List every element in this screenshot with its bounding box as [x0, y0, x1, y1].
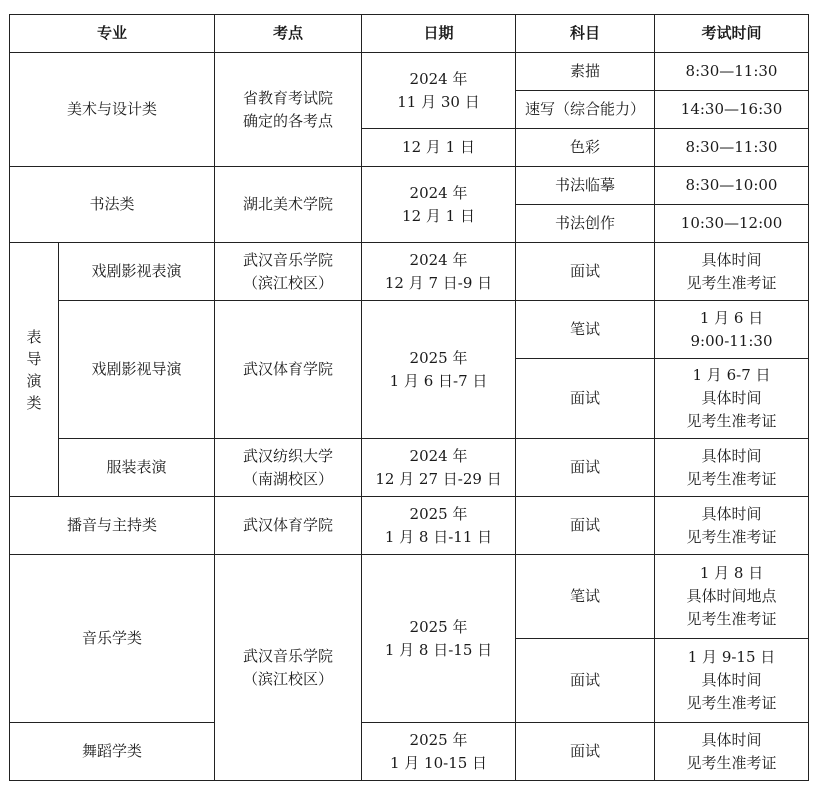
time-drama-directing-written: 1 月 6 日 9:00-11:30 — [655, 301, 809, 359]
major-dance: 舞蹈学类 — [10, 723, 215, 781]
venue-drama-acting: 武汉音乐学院 （滨江校区） — [215, 243, 362, 301]
time-color: 8:30—11:30 — [655, 129, 809, 167]
table-row — [10, 555, 809, 639]
time-music-written: 1 月 8 日 具体时间地点 见考生准考证 — [655, 555, 809, 639]
major-calligraphy: 书法类 — [10, 167, 215, 243]
subject-costume: 面试 — [516, 439, 655, 497]
group-performance: 表导演类 — [10, 243, 59, 497]
venue-music-dance: 武汉音乐学院 （滨江校区） — [215, 555, 362, 781]
date-drama-directing: 2025 年 1 月 6 日-7 日 — [362, 301, 516, 439]
venue-drama-directing: 武汉体育学院 — [215, 301, 362, 439]
header-venue: 考点 — [215, 15, 362, 53]
exam-schedule-table — [9, 14, 809, 781]
date-music: 2025 年 1 月 8 日-15 日 — [362, 555, 516, 723]
subject-music-interview: 面试 — [516, 639, 655, 723]
time-costume: 具体时间 见考生准考证 — [655, 439, 809, 497]
date-broadcasting: 2025 年 1 月 8 日-11 日 — [362, 497, 516, 555]
header-time: 考试时间 — [655, 15, 809, 53]
subject-drama-directing-written: 笔试 — [516, 301, 655, 359]
major-art-design: 美术与设计类 — [10, 53, 215, 167]
table-row — [10, 167, 809, 205]
subject-drama-directing-interview: 面试 — [516, 359, 655, 439]
time-sketch: 8:30—11:30 — [655, 53, 809, 91]
table-row — [10, 243, 809, 301]
venue-costume: 武汉纺织大学 （南湖校区） — [215, 439, 362, 497]
table-row — [10, 53, 809, 91]
date-drama-acting: 2024 年 12 月 7 日-9 日 — [362, 243, 516, 301]
table-row — [10, 497, 809, 555]
time-calligraphy-create: 10:30—12:00 — [655, 205, 809, 243]
date-dance: 2025 年 1 月 10-15 日 — [362, 723, 516, 781]
time-drama-acting: 具体时间 见考生准考证 — [655, 243, 809, 301]
subject-color: 色彩 — [516, 129, 655, 167]
major-costume: 服装表演 — [59, 439, 215, 497]
major-broadcasting: 播音与主持类 — [10, 497, 215, 555]
date-art-design-1: 2024 年 11 月 30 日 — [362, 53, 516, 129]
time-calligraphy-copy: 8:30—10:00 — [655, 167, 809, 205]
major-drama-directing: 戏剧影视导演 — [59, 301, 215, 439]
subject-calligraphy-copy: 书法临摹 — [516, 167, 655, 205]
table-row — [10, 439, 809, 497]
subject-dance: 面试 — [516, 723, 655, 781]
table-row — [10, 301, 809, 359]
date-art-design-2: 12 月 1 日 — [362, 129, 516, 167]
subject-drama-acting: 面试 — [516, 243, 655, 301]
major-music: 音乐学类 — [10, 555, 215, 723]
venue-art-design: 省教育考试院 确定的各考点 — [215, 53, 362, 167]
venue-calligraphy: 湖北美术学院 — [215, 167, 362, 243]
subject-speed-sketch: 速写（综合能力） — [516, 91, 655, 129]
header-major: 专业 — [10, 15, 215, 53]
header-date: 日期 — [362, 15, 516, 53]
date-costume: 2024 年 12 月 27 日-29 日 — [362, 439, 516, 497]
subject-music-written: 笔试 — [516, 555, 655, 639]
time-broadcasting: 具体时间 见考生准考证 — [655, 497, 809, 555]
time-drama-directing-interview: 1 月 6-7 日 具体时间 见考生准考证 — [655, 359, 809, 439]
date-calligraphy: 2024 年 12 月 1 日 — [362, 167, 516, 243]
venue-broadcasting: 武汉体育学院 — [215, 497, 362, 555]
subject-calligraphy-create: 书法创作 — [516, 205, 655, 243]
subject-sketch: 素描 — [516, 53, 655, 91]
header-subject: 科目 — [516, 15, 655, 53]
time-speed-sketch: 14:30—16:30 — [655, 91, 809, 129]
time-dance: 具体时间 见考生准考证 — [655, 723, 809, 781]
subject-broadcasting: 面试 — [516, 497, 655, 555]
header-row — [10, 15, 809, 53]
major-drama-acting: 戏剧影视表演 — [59, 243, 215, 301]
time-music-interview: 1 月 9-15 日 具体时间 见考生准考证 — [655, 639, 809, 723]
table-row — [10, 723, 809, 781]
